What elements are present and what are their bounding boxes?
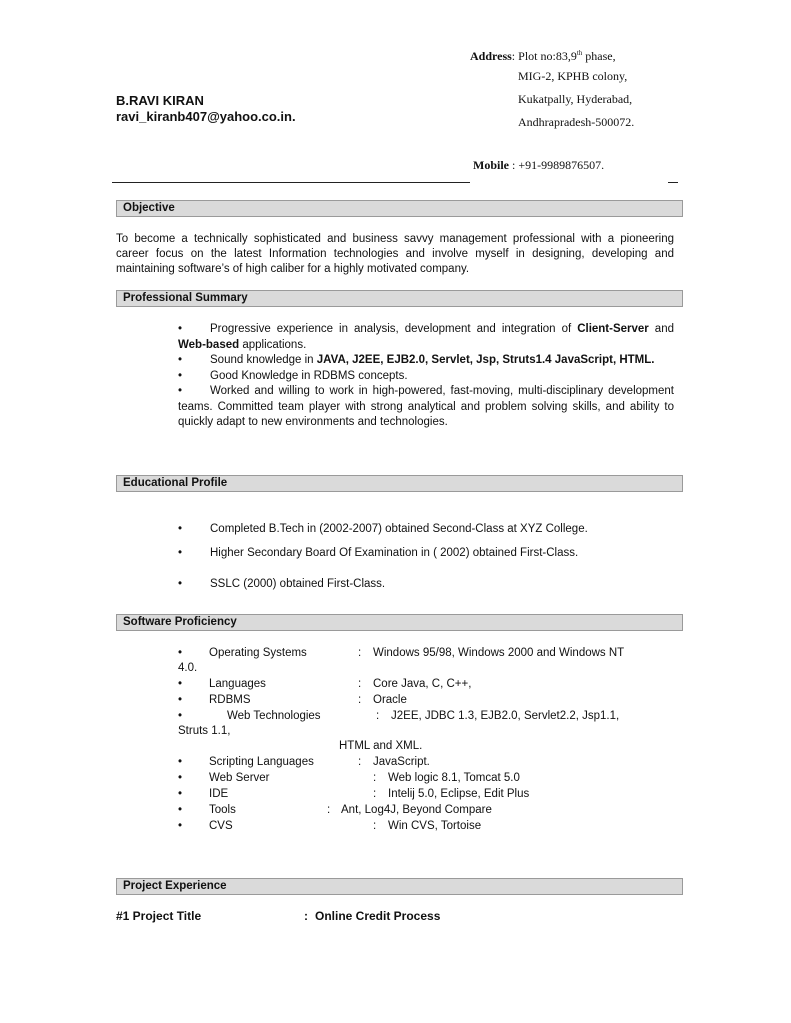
bullet: • — [178, 647, 183, 659]
summary-item-2: • Sound knowledge in JAVA, J2EE, EJB2.0, Servlet, Jsp, Struts1.4 JavaScript, HTML. — [178, 354, 655, 366]
section-header-professional-summary: Professional Summary — [116, 290, 683, 307]
candidate-email: ravi_kiranb407@yahoo.co.in. — [116, 109, 296, 124]
software-row-cvs — [178, 818, 678, 834]
address-line-4: Andhrapradesh-500072. — [518, 115, 635, 129]
software-label-rdbms: RDBMS — [209, 694, 251, 706]
address-text-1: Plot no:83,9 — [518, 49, 577, 63]
address-label: Address — [470, 49, 512, 63]
summary-bold-1b: Client-Server — [577, 323, 649, 335]
summary-bold-1d: Web-based — [178, 338, 240, 351]
software-value-tools: Ant, Log4J, Beyond Compare — [341, 804, 492, 816]
software-value-web-technologies: J2EE, JDBC 1.3, EJB2.0, Servlet2.2, Jsp1.1, — [391, 710, 620, 722]
address-line-3: Kukatpally, Hyderabad, — [518, 92, 633, 106]
mobile-line — [473, 158, 604, 172]
software-value-ide: Intelij 5.0, Eclipse, Edit Plus — [388, 788, 530, 800]
bullet: • — [178, 678, 183, 690]
summary-item-1: • Progressive experience in analysis, development and integration of Client-Server and Web-based applications. — [178, 323, 674, 351]
software-label-os: Operating Systems — [209, 647, 307, 659]
software-value-web-server: Web logic 8.1, Tomcat 5.0 — [388, 772, 520, 784]
software-row-os — [178, 645, 678, 661]
bullet: • — [178, 710, 183, 722]
summary-text-4: Worked and willing to work in high-powered, fast-moving, multi-disciplinary development teams. Committed team player with strong analytical and problem solving skills, and ability to quickly adapt to new environments and technologies. — [178, 385, 674, 428]
software-row-languages — [178, 676, 678, 692]
software-row-rdbms — [178, 692, 678, 708]
bullet: • — [178, 804, 183, 816]
software-row-scripting — [178, 754, 678, 770]
education-item-2: • Higher Secondary Board Of Examination in ( 2002) obtained First-Class. — [178, 547, 579, 559]
project-title-row — [116, 909, 676, 925]
software-value-os: Windows 95/98, Windows 2000 and Windows NT — [373, 647, 625, 659]
project-title-value: Online Credit Process — [315, 909, 441, 923]
address-line-1: Address: Plot no:83,9th phase, — [470, 49, 616, 63]
colon: : — [373, 788, 377, 800]
software-row-web-wrap-2: HTML and XML. — [339, 740, 423, 752]
colon: : — [304, 909, 308, 923]
education-item-1: • Completed B.Tech in (2002-2007) obtained Second-Class at XYZ College. — [178, 523, 588, 535]
summary-text-1a: Progressive experience in analysis, development and integration of — [210, 323, 578, 335]
bullet: • — [178, 756, 183, 768]
education-item-3: • SSLC (2000) obtained First-Class. — [178, 578, 386, 590]
colon: : — [358, 678, 362, 690]
summary-item-4: • Worked and willing to work in high-powered, fast-moving, multi-disciplinary development teams. Committed team player with strong analytical and problem solving skills, and ability to quickly adapt to new environments and technologies. — [178, 385, 674, 428]
summary-text-1c: and — [648, 323, 674, 335]
project-title-label: #1 Project Title — [116, 909, 202, 923]
objective-text: To become a technically sophisticated and business savvy management professional with a pioneering career focus on the latest Information technologies and involve myself in designing, developing and maintaining software’s of high caliber for a highly motivated company. — [116, 233, 674, 275]
summary-list — [178, 322, 674, 431]
colon: : — [358, 756, 362, 768]
bullet: • — [178, 772, 183, 784]
colon: : — [358, 647, 362, 659]
software-label-scripting: Scripting Languages — [209, 756, 314, 768]
section-header-project-experience: Project Experience — [116, 878, 683, 895]
education-text-1: Completed B.Tech in (2002-2007) obtained Second-Class at XYZ College. — [210, 523, 588, 535]
candidate-name: B.RAVI KIRAN — [116, 93, 204, 108]
header-rule-left — [112, 182, 470, 183]
software-row-tools — [178, 802, 678, 818]
colon: : — [373, 820, 377, 832]
software-row-ide — [178, 786, 678, 802]
software-value-scripting: JavaScript. — [373, 756, 430, 768]
section-header-software-proficiency: Software Proficiency — [116, 614, 683, 631]
summary-text-1e: applications. — [239, 338, 307, 351]
bullet: • — [178, 694, 183, 706]
software-label-cvs: CVS — [209, 820, 233, 832]
mobile-value: : +91-9989876507. — [509, 158, 605, 172]
summary-text-2a: Sound knowledge in — [210, 354, 317, 366]
summary-bold-2b: JAVA, J2EE, EJB2.0, Servlet, Jsp, Struts1.4 JavaScript, HTML. — [316, 354, 655, 366]
section-header-educational-profile: Educational Profile — [116, 475, 683, 492]
header-rule-right — [668, 182, 678, 183]
software-label-web-server: Web Server — [209, 772, 270, 784]
software-label-ide: IDE — [209, 788, 229, 800]
section-header-objective: Objective — [116, 200, 683, 217]
candidate-name-block — [116, 93, 296, 125]
address-line-2: MIG-2, KPHB colony, — [518, 69, 628, 83]
bullet: • — [178, 788, 183, 800]
software-value-languages: Core Java, C, C++, — [373, 678, 472, 690]
education-text-2: Higher Secondary Board Of Examination in ( 2002) obtained First-Class. — [210, 547, 579, 559]
software-row-web-wrap: Struts 1.1, — [178, 725, 231, 737]
colon: : — [373, 772, 377, 784]
software-label-languages: Languages — [209, 678, 266, 690]
colon: : — [376, 710, 380, 722]
software-label-tools: Tools — [209, 804, 236, 816]
software-value-rdbms: Oracle — [373, 694, 407, 706]
address-sup: th — [576, 49, 583, 57]
software-row-web-server — [178, 770, 678, 786]
colon: : — [327, 804, 331, 816]
software-label-web-technologies: Web Technologies — [227, 710, 321, 722]
summary-text-3: Good Knowledge in RDBMS concepts. — [210, 369, 408, 382]
education-text-3: SSLC (2000) obtained First-Class. — [210, 578, 386, 590]
colon: : — [358, 694, 362, 706]
mobile-label: Mobile — [473, 158, 509, 172]
software-row-web-technologies — [178, 708, 678, 724]
software-row-os-wrap: 4.0. — [178, 662, 198, 674]
summary-item-3: • Good Knowledge in RDBMS concepts. — [178, 369, 408, 382]
bullet: • — [178, 820, 183, 832]
software-value-cvs: Win CVS, Tortoise — [388, 820, 482, 832]
address-tail: phase, — [582, 49, 616, 63]
